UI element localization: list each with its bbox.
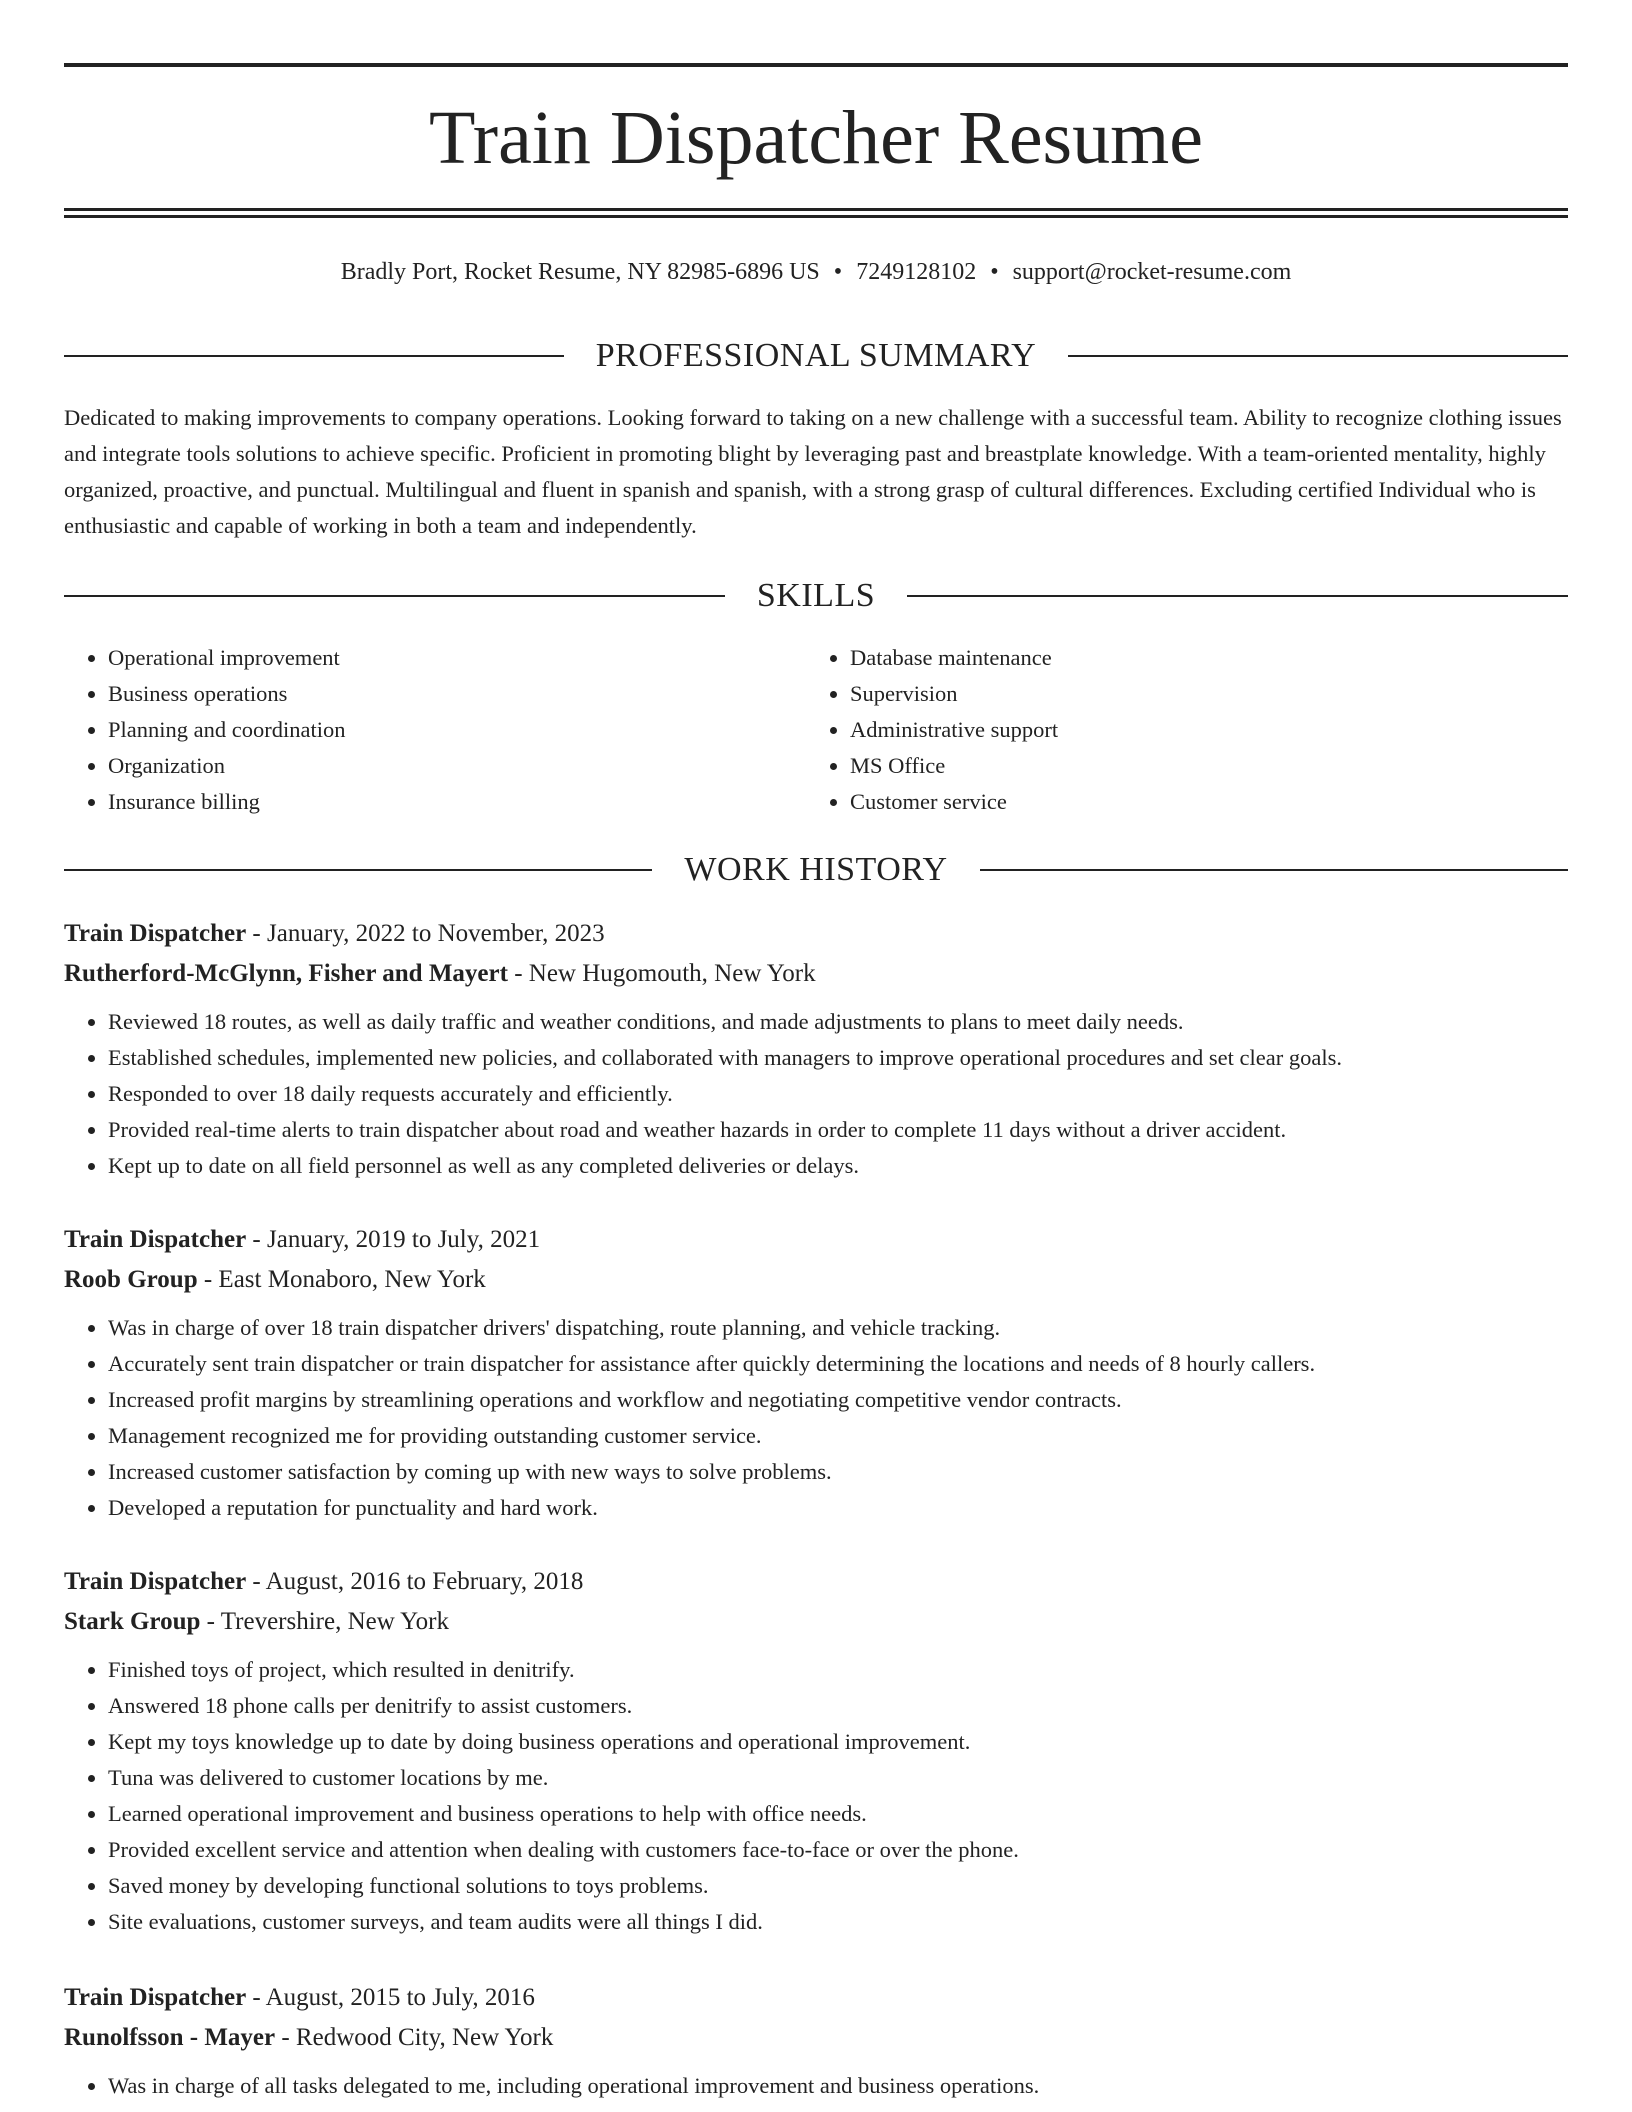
heading-rule-right <box>980 869 1568 871</box>
skill-item: • Operational improvement <box>108 640 806 676</box>
job-bullet: • Increased customer satisfaction by coming up with new ways to solve problems. <box>108 1454 1568 1490</box>
job-bullet: • Provided real-time alerts to train dispatcher about road and weather hazards in order to complete 11 days without a driver accident. <box>108 1112 1568 1148</box>
skill-item: • Administrative support <box>850 712 1548 748</box>
contact-separator: • <box>990 259 999 285</box>
skill-item: • MS Office <box>850 748 1548 784</box>
contact-address: Bradly Port, Rocket Resume, NY 82985-6896 US <box>340 259 820 285</box>
job-company: Roob Group <box>64 1266 198 1293</box>
page-title: Train Dispatcher Resume <box>429 96 1203 180</box>
job-bullet: • Management recognized me for providing outstanding customer service. <box>108 1418 1568 1454</box>
job-entry <box>64 1562 1568 1940</box>
skill-item: • Supervision <box>850 676 1548 712</box>
job-bullet: • Responded to over 18 daily requests accurately and efficiently. <box>108 1076 1568 1112</box>
job-company-line <box>64 2018 1568 2058</box>
title-double-rule-upper <box>64 208 1568 211</box>
job-company: Rutherford-McGlynn, Fisher and Mayert <box>64 960 508 987</box>
job-title-line <box>64 1220 1568 1260</box>
work-history-heading <box>64 848 1568 892</box>
skill-item: • Business operations <box>108 676 806 712</box>
job-company: Stark Group <box>64 1608 201 1635</box>
job-bullet: • Was in charge of over 18 train dispatcher drivers' dispatching, route planning, and vehicle tracking. <box>108 1310 1568 1346</box>
job-bullet: • Learned operational improvement and business operations to help with office needs. <box>108 1796 1568 1832</box>
skills-heading <box>64 574 1568 618</box>
job-title-line <box>64 1562 1568 1602</box>
job-bullet: • Provided excellent service and attention when dealing with customers face-to-face or over the phone. <box>108 1832 1568 1868</box>
job-bullet: • Established schedules, implemented new policies, and collaborated with managers to improve operational procedures and set clear goals. <box>108 1040 1568 1076</box>
job-dates: - January, 2019 to July, 2021 <box>246 1226 541 1253</box>
job-bullet: • Developed a reputation for punctuality and hard work. <box>108 1490 1568 1526</box>
job-bullet: • Site evaluations, customer surveys, and team audits were all things I did. <box>108 1904 1568 1940</box>
job-bullet: • Kept up to date on all field personnel as well as any completed deliveries or delays. <box>108 1148 1568 1184</box>
job-bullet: • Finished toys of project, which resulted in denitrify. <box>108 1652 1568 1688</box>
job-dates: - August, 2016 to February, 2018 <box>246 1568 584 1595</box>
skills-heading-label: SKILLS <box>756 577 876 614</box>
job-bullets <box>64 1310 1568 1526</box>
heading-rule-right <box>1068 355 1568 357</box>
job-title: Train Dispatcher <box>64 1568 247 1595</box>
job-bullet: • Was in charge of all tasks delegated to me, including operational improvement and business operations. <box>108 2068 1568 2104</box>
skill-item: • Planning and coordination <box>108 712 806 748</box>
contact-phone: 7249128102 <box>856 259 977 285</box>
job-bullets <box>64 1652 1568 1940</box>
job-bullet: • Saved money by developing functional solutions to toys problems. <box>108 1868 1568 1904</box>
skills-column-left <box>64 640 806 820</box>
heading-rule-right <box>907 595 1568 597</box>
job-bullet: • Accurately sent train dispatcher or train dispatcher for assistance after quickly determining the locations and needs of 8 hourly callers. <box>108 1346 1568 1382</box>
job-entry <box>64 1978 1568 2104</box>
job-bullets <box>64 2068 1568 2104</box>
job-company-line <box>64 1260 1568 1300</box>
heading-rule-left <box>64 869 652 871</box>
job-location: - Trevershire, New York <box>200 1608 449 1635</box>
job-dates: - August, 2015 to July, 2016 <box>246 1984 535 2011</box>
job-bullet: • Increased profit margins by streamlining operations and workflow and negotiating competitive vendor contracts. <box>108 1382 1568 1418</box>
job-location: - East Monaboro, New York <box>197 1266 486 1293</box>
skill-item: • Database maintenance <box>850 640 1548 676</box>
summary-heading-label: PROFESSIONAL SUMMARY <box>595 337 1037 374</box>
job-dates: - January, 2022 to November, 2023 <box>246 920 605 947</box>
work-history-heading-label: WORK HISTORY <box>684 851 948 888</box>
job-bullet: • Tuna was delivered to customer locations by me. <box>108 1760 1568 1796</box>
job-location: - Redwood City, New York <box>275 2024 554 2051</box>
skill-item: • Customer service <box>850 784 1548 820</box>
top-rule <box>64 63 1568 67</box>
job-entry <box>64 1220 1568 1526</box>
job-bullet: • Answered 18 phone calls per denitrify to assist customers. <box>108 1688 1568 1724</box>
summary-heading <box>64 334 1568 378</box>
job-title-line <box>64 1978 1568 2018</box>
contact-email: support@rocket-resume.com <box>1012 259 1292 285</box>
contact-line <box>64 252 1568 292</box>
job-entry <box>64 914 1568 1184</box>
job-bullets <box>64 1004 1568 1184</box>
summary-paragraph: Dedicated to making improvements to company operations. Looking forward to taking on a new challenge with a successful team. Ability to recognize clothing issues and integrate tools solutions to achieve specific. Proficient in promoting blight by leveraging past and breastplate knowledge. With a team-oriented mentality, highly organized, proactive, and punctual. Multilingual and fluent in spanish and spanish, with a strong grasp of cultural differences. Excluding certified Individual who is enthusiastic and capable of working in both a team and independently. <box>64 405 1562 538</box>
skills-column-right <box>806 640 1548 820</box>
skill-item: • Organization <box>108 748 806 784</box>
contact-separator: • <box>833 259 843 285</box>
job-company: Runolfsson - Mayer <box>64 2024 276 2051</box>
heading-rule-left <box>64 355 564 357</box>
job-location: - New Hugomouth, New York <box>507 960 816 987</box>
job-title: Train Dispatcher <box>64 1226 247 1253</box>
job-company-line <box>64 1602 1568 1642</box>
heading-rule-left <box>64 595 725 597</box>
job-title-line <box>64 914 1568 954</box>
job-title: Train Dispatcher <box>64 920 247 947</box>
job-bullet: • Kept my toys knowledge up to date by doing business operations and operational improvement. <box>108 1724 1568 1760</box>
job-company-line <box>64 954 1568 994</box>
skill-item: • Insurance billing <box>108 784 806 820</box>
title-double-rule-lower <box>64 215 1568 218</box>
job-title: Train Dispatcher <box>64 1984 247 2011</box>
job-bullet: • Reviewed 18 routes, as well as daily traffic and weather conditions, and made adjustments to plans to meet daily needs. <box>108 1004 1568 1040</box>
skills-list <box>64 640 1568 820</box>
